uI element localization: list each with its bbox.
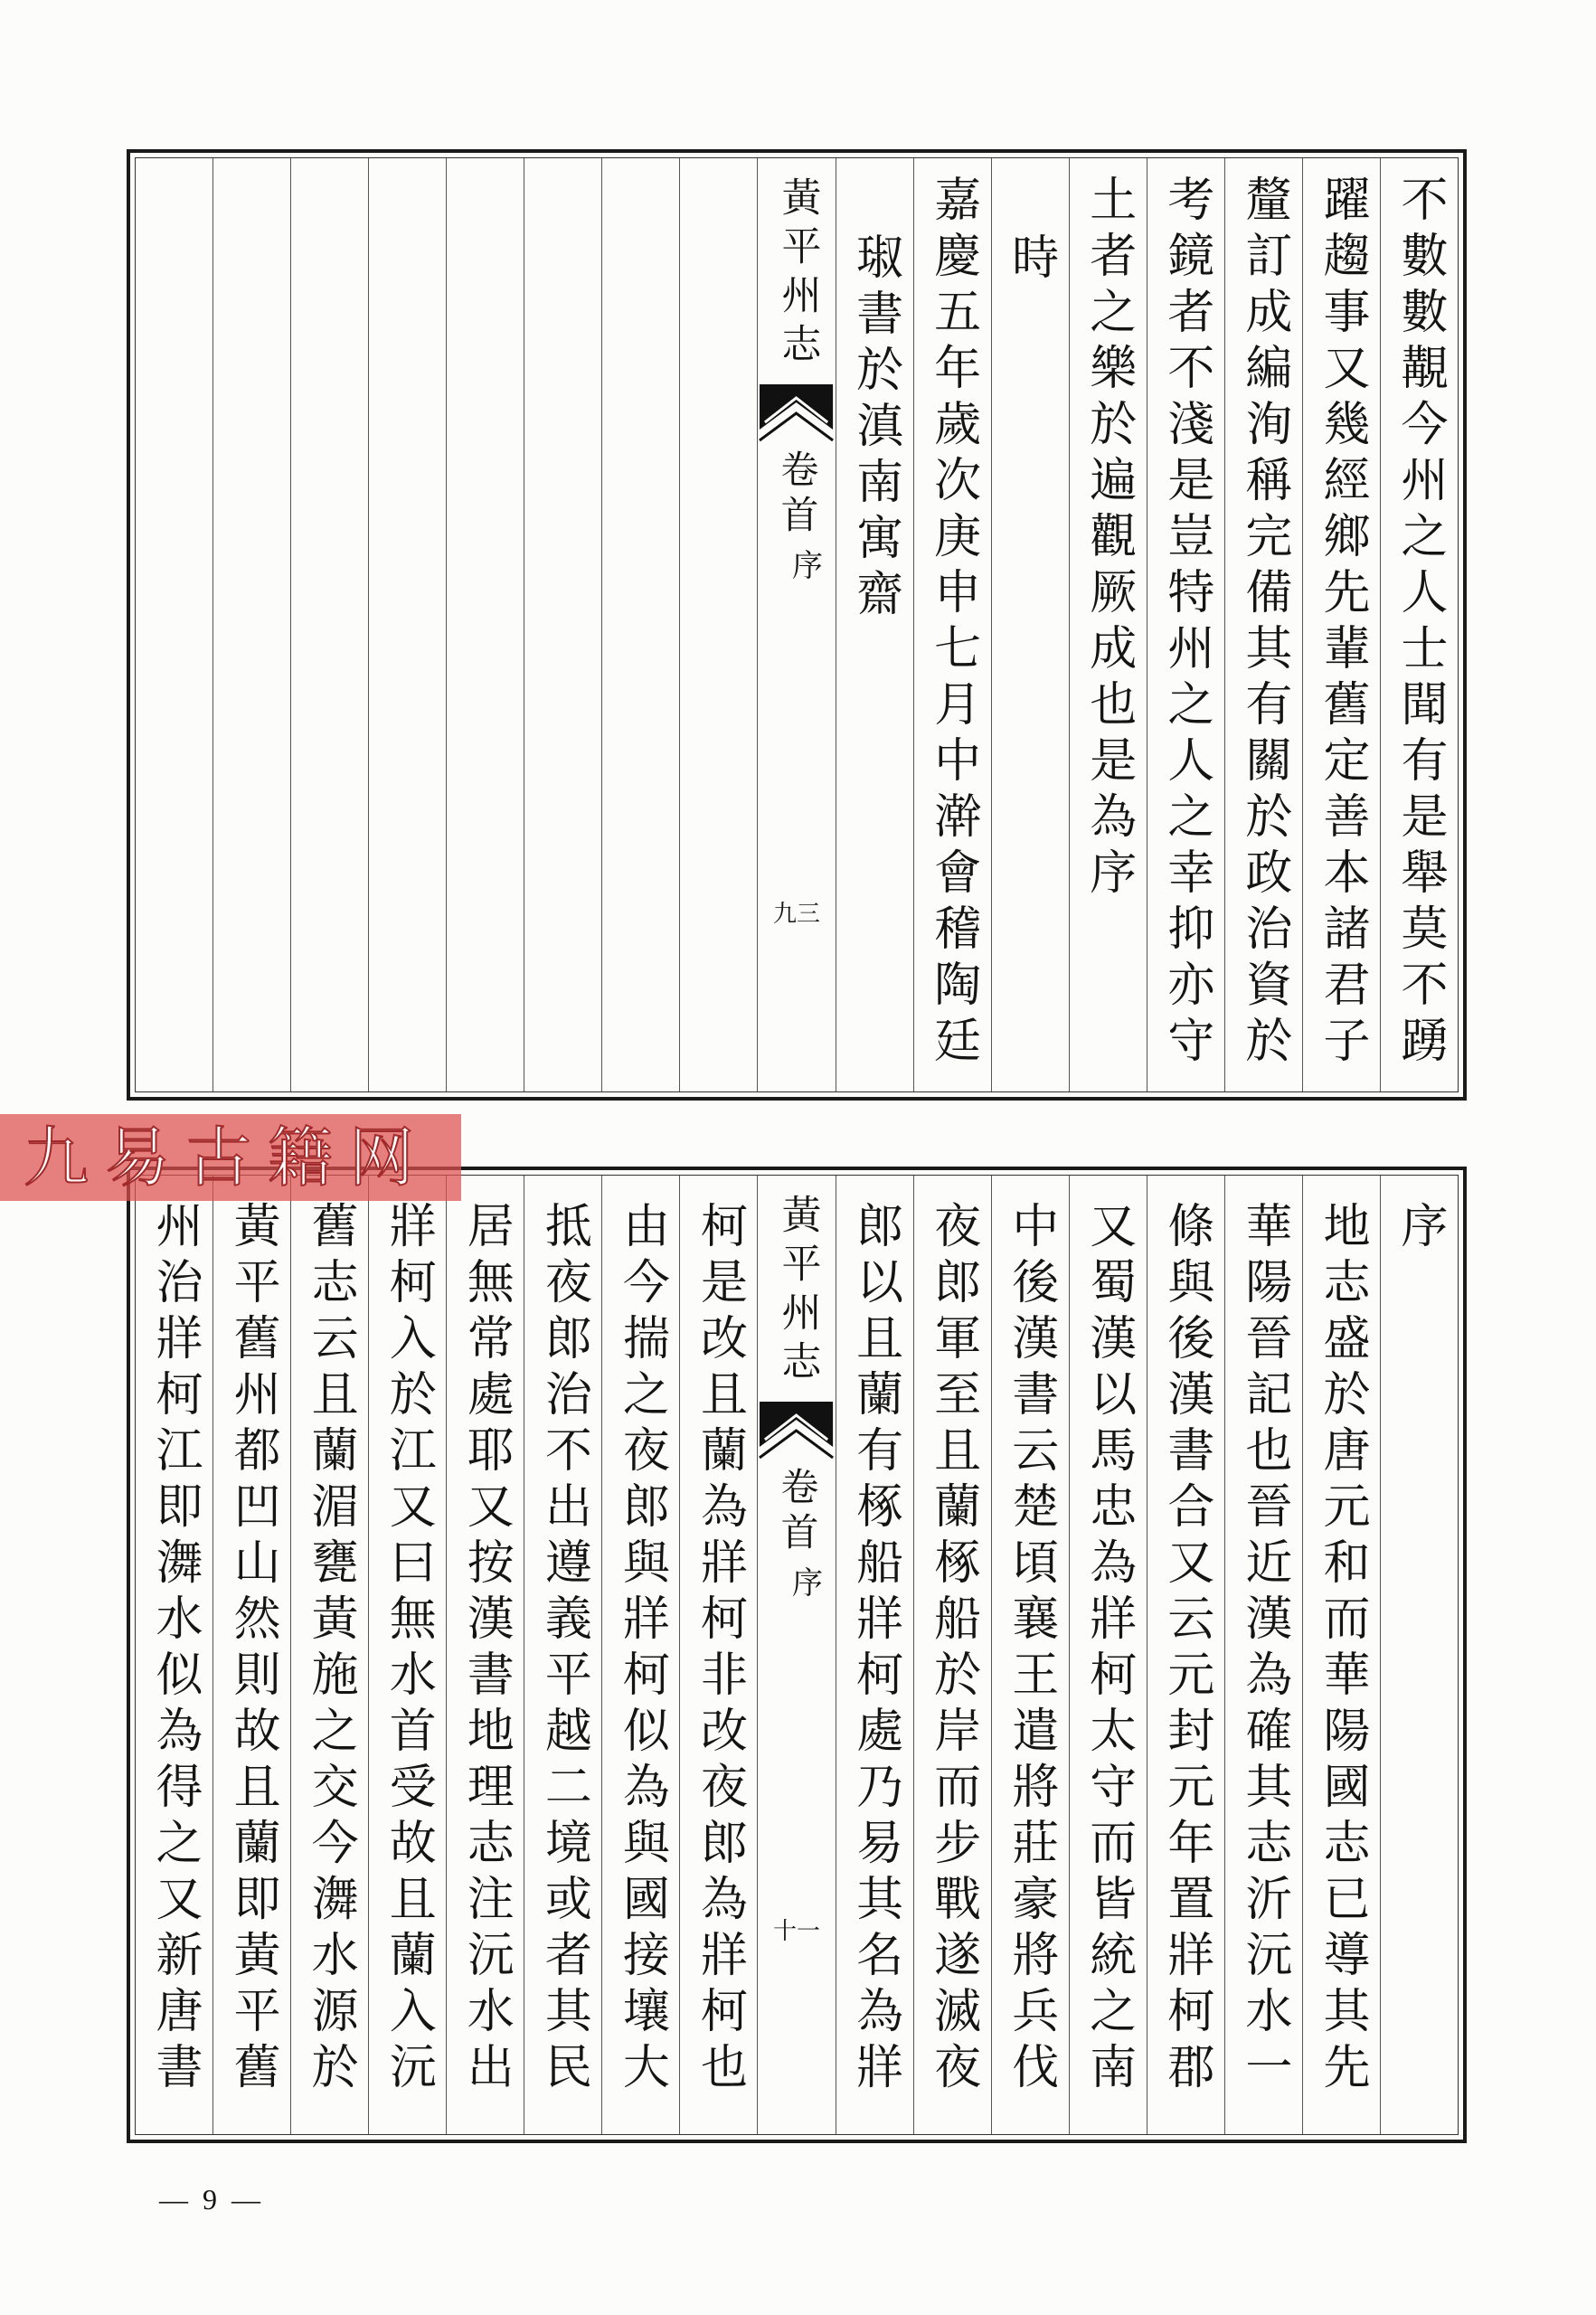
- volume-label: 卷首: [775, 449, 820, 540]
- text-column: 牂柯入於江又曰無水首受故且蘭入沅: [368, 1176, 446, 2134]
- section-label: 序: [786, 549, 823, 580]
- text-column: 躍趨事又幾經鄉先輩舊定善本諸君子: [1302, 158, 1380, 1091]
- text-column: 夜郎軍至且蘭椓船於岸而步戰遂滅夜: [913, 1176, 991, 2134]
- text-column: 又蜀漢以馬忠為牂柯太守而皆統之南: [1069, 1176, 1147, 2134]
- text-column: 條與後漢書合又云元封元年置牂柯郡: [1147, 1176, 1224, 2134]
- text-column: 舊志云且蘭湄甕黃施之交今㵲水源於: [290, 1176, 368, 2134]
- text-column: 柯是改且蘭為牂柯非改夜郎為牂柯也: [679, 1176, 757, 2134]
- leaf-page-number: 十一: [772, 1918, 820, 1945]
- text-column: 不數數覯今州之人士聞有是舉莫不踴: [1380, 158, 1458, 1091]
- leaf-frame: [135, 1175, 1459, 2135]
- volume-label: 卷首: [775, 1467, 820, 1557]
- blank-column: [136, 158, 212, 1091]
- blank-column: [679, 158, 757, 1091]
- text-column: 釐訂成編洵稱完備其有關於政治資於: [1224, 158, 1302, 1091]
- text-column: 黃平舊州都凹山然則故且蘭即黃平舊: [212, 1176, 290, 2134]
- text-column: 中後漢書云楚頃襄王遣將莊豪將兵伐: [991, 1176, 1069, 2134]
- center-fold-column: [757, 158, 835, 1091]
- blank-column: [446, 158, 524, 1091]
- blank-column: [524, 158, 601, 1091]
- text-column: 時: [991, 158, 1069, 1091]
- text-column: 地志盛於唐元和而華陽國志已導其先: [1302, 1176, 1380, 2134]
- text-column: 嘉慶五年歲次庚申七月中澣會稽陶廷: [913, 158, 991, 1091]
- upper-leaf: [127, 149, 1467, 1101]
- text-column: 土者之樂於遍觀厥成也是為序: [1069, 158, 1147, 1091]
- book-title: 黃平州志: [774, 1194, 821, 1389]
- blank-column: [290, 158, 368, 1091]
- center-fold-column: [757, 1176, 835, 2134]
- site-watermark: [0, 1114, 461, 1201]
- text-column: 華陽晉記也晉近漢為確其志沂沅水一: [1224, 1176, 1302, 2134]
- section-label: 序: [786, 1566, 823, 1597]
- page-number: — 9 —: [159, 2183, 264, 2216]
- leaf-page-number: 九三: [772, 901, 820, 928]
- text-column: 考鏡者不淺是豈特州之人之幸抑亦守: [1147, 158, 1224, 1091]
- lower-leaf: [127, 1167, 1467, 2143]
- blank-column: [368, 158, 446, 1091]
- leaf-frame: [135, 157, 1459, 1092]
- watermark-text: 九易古籍网: [24, 1120, 431, 1195]
- text-column: 琡書於滇南寓齋: [836, 158, 913, 1091]
- text-column: 郎以且蘭有椓船牂柯處乃易其名為牂: [836, 1176, 913, 2134]
- text-column: 抵夜郎治不出遵義平越二境或者其民: [524, 1176, 601, 2134]
- fishtail-mark: [758, 384, 835, 442]
- blank-column: [601, 158, 679, 1091]
- text-column: 序: [1380, 1176, 1458, 2134]
- text-column: 居無常處耶又按漢書地理志注沅水出: [446, 1176, 524, 2134]
- book-title: 黃平州志: [774, 176, 821, 372]
- text-column: 州治牂柯江即㵲水似為得之又新唐書: [147, 1201, 202, 2098]
- fishtail-mark: [758, 1402, 835, 1460]
- text-column: 由今揣之夜郎與牂柯似為與國接壤大: [601, 1176, 679, 2134]
- blank-column: [212, 158, 290, 1091]
